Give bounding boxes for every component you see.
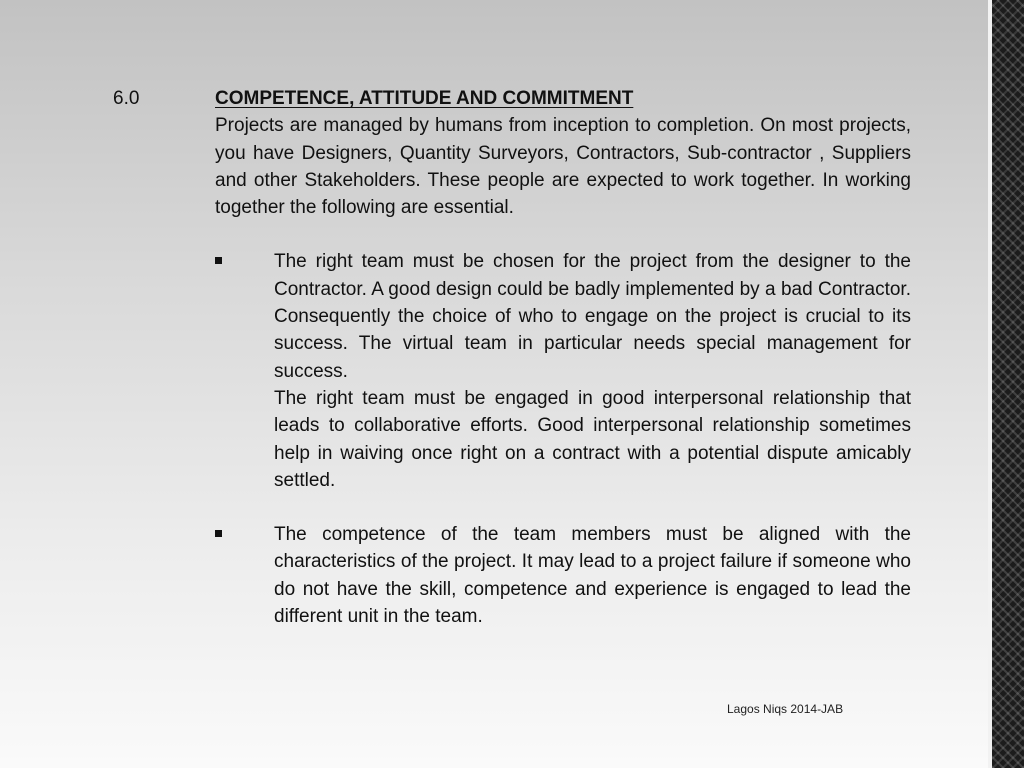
bullet-item <box>215 521 911 630</box>
bullet-paragraph: The right team must be chosen for the project from the designer to the Contractor. A good design could be badly implemented by a bad Contractor. Consequently the choice of who to engage on the project is crucial to its success. The virtual team in particular needs special management for success. <box>274 251 911 382</box>
footer-credit: Lagos Niqs 2014-JAB <box>727 702 844 716</box>
bullet-item <box>215 248 911 494</box>
slide-content <box>215 85 911 630</box>
square-bullet-icon <box>215 257 222 264</box>
bullet-text <box>274 521 911 630</box>
square-bullet-icon <box>215 530 222 537</box>
intro-paragraph: Projects are managed by humans from inception to completion. On most projects, you have Designers, Quantity Surveyors, Contractors, Sub-contractor , Suppliers and other Stakeholders. These people are expected to work together. In working together the following are essential. <box>215 115 911 219</box>
section-number: 6.0 <box>113 88 140 109</box>
bullet-paragraph: The right team must be engaged in good interpersonal relationship that leads to collaborative efforts. Good interpersonal relationship sometimes help in waiving once right on a contract with a potential dispute amicably settled. <box>274 387 911 491</box>
bullet-paragraph: The competence of the team members must be aligned with the characteristics of the project. It may lead to a project failure if someone who do not have the skill, competence and experience is engaged to lead the different unit in the team. <box>274 524 911 628</box>
section-heading: COMPETENCE, ATTITUDE AND COMMITMENT <box>215 88 634 109</box>
bullet-text <box>274 248 911 494</box>
decorative-side-stripe <box>988 0 1024 768</box>
